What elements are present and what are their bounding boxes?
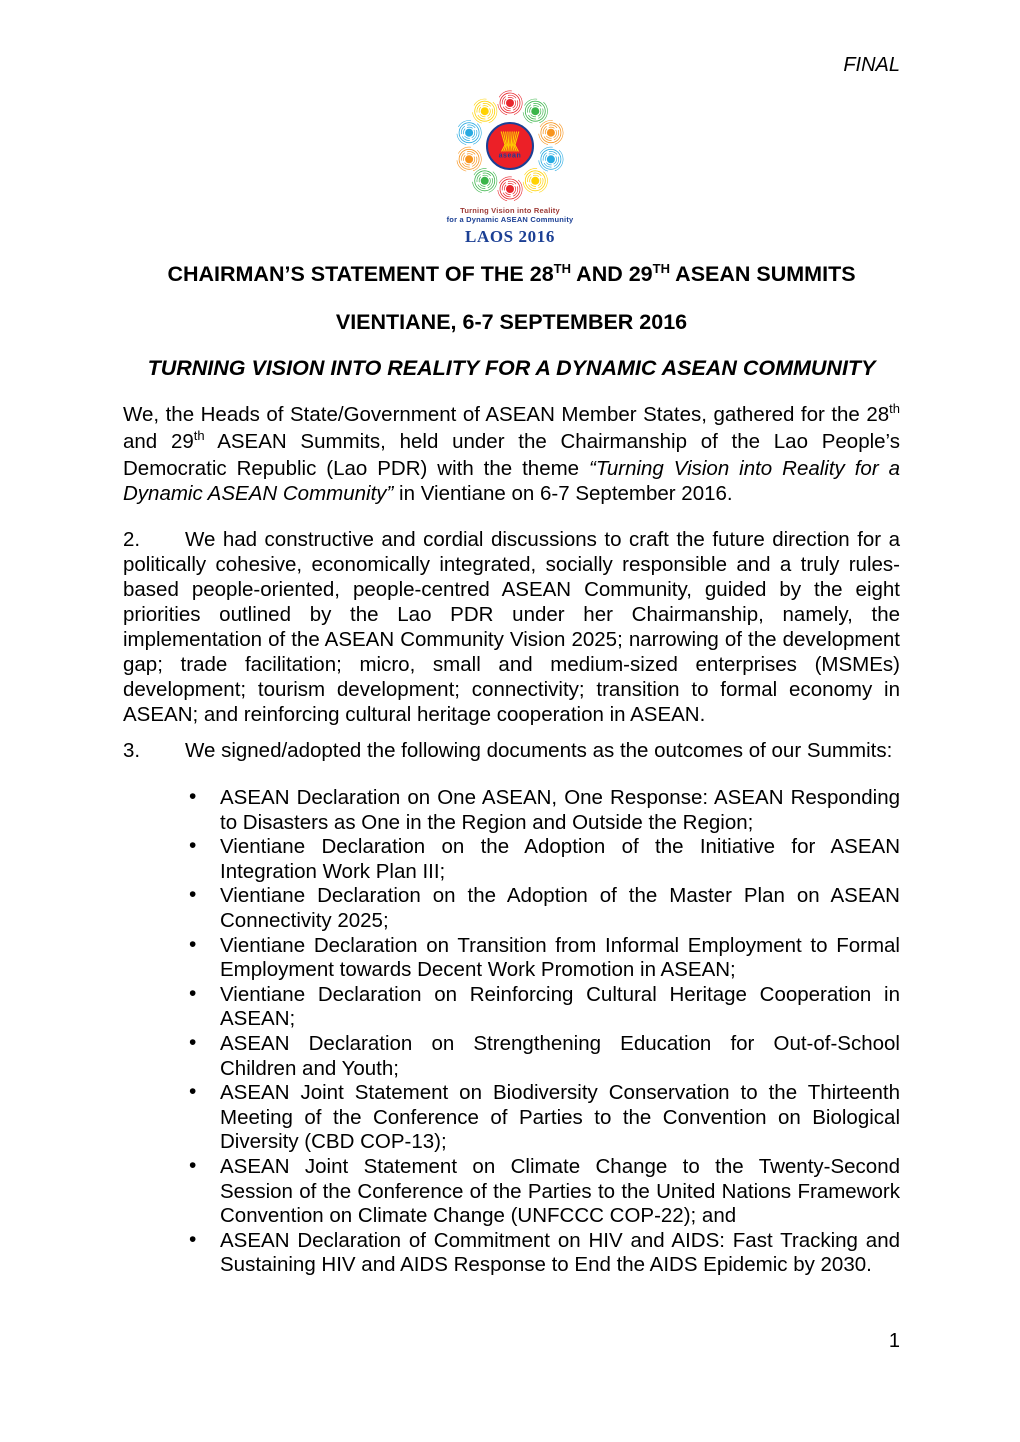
logo-title: LAOS 2016 [465, 227, 555, 246]
ordinal-superscript: th [193, 428, 205, 443]
paragraph-2 [123, 527, 900, 727]
asean-emblem-text: asean [498, 152, 522, 160]
logo-tagline-line1: Turning Vision into Reality [460, 206, 560, 215]
list-item: • ASEAN Declaration on One ASEAN, One Response: ASEAN Responding to Disasters as One in the Region and Outside the Region; [123, 786, 900, 835]
outcome-documents-list [123, 786, 900, 1278]
paragraph-text: and 29 [123, 430, 194, 453]
paragraph-3 [123, 738, 900, 763]
paragraph-number: 3. [123, 739, 141, 762]
document-title [123, 262, 900, 287]
list-item: • ASEAN Declaration on Strengthening Education for Out-of-School Children and Youth; [123, 1032, 900, 1081]
ordinal-superscript: th [889, 401, 900, 416]
paragraph-number: 2. [123, 528, 141, 551]
list-item: • ASEAN Declaration of Commitment on HIV and AIDS: Fast Tracking and Sustaining HIV and AIDS Response to End the AIDS Epidemic by 2030. [123, 1229, 900, 1278]
document-theme: TURNING VISION INTO REALITY FOR A DYNAMIC ASEAN COMMUNITY [147, 356, 876, 380]
list-item: • Vientiane Declaration on the Adoption of the Master Plan on ASEAN Connectivity 2025; [123, 884, 900, 933]
paragraph-text: in Vientiane on 6-7 September 2016. [393, 482, 733, 505]
paragraph-text: We, the Heads of State/Government of ASEAN Member States, gathered for the 28 [123, 403, 890, 426]
title-segment: ASEAN SUMMITS [670, 262, 856, 286]
list-item: • Vientiane Declaration on Transition from Informal Employment to Formal Employment towards Decent Work Promotion in ASEAN; [123, 934, 900, 983]
page-number: 1 [888, 1330, 900, 1352]
paragraph-text: We signed/adopted the following documents as the outcomes of our Summits: [185, 739, 893, 762]
summit-logo-graphic [450, 86, 570, 206]
list-item: • ASEAN Joint Statement on Biodiversity Conservation to the Thirteenth Meeting of the Conference of Parties to the Convention on Biological Diversity (CBD COP-13); [123, 1081, 900, 1155]
paragraph-text: We had constructive and cordial discussions to craft the future direction for a politically cohesive, economically integrated, socially responsible and a truly rules-based people-oriented, people-centred ASEAN Community, guided by the eight priorities outlined by the Lao PDR under her Chairmanship, namely, the implementation of the ASEAN Community Vision 2025; narrowing of the development gap; trade facilitation; micro, small and medium-sized enterprises (MSMEs) development; tourism development; connectivity; transition to formal economy in ASEAN; and reinforcing cultural heritage cooperation in ASEAN. [123, 528, 900, 726]
list-item: • ASEAN Joint Statement on Climate Change to the Twenty-Second Session of the Conference of the Parties to the United Nations Framework Convention on Climate Change (UNFCCC COP-22); and [123, 1155, 900, 1229]
asean-emblem [487, 123, 533, 169]
document-subtitle: VIENTIANE, 6-7 SEPTEMBER 2016 [335, 310, 688, 334]
title-superscript: TH [553, 261, 571, 276]
title-superscript: TH [652, 261, 670, 276]
paragraph-1 [123, 402, 900, 506]
paragraph-text: ASEAN Summits, held under the Chairmanship of the Lao People’s Democratic Republic (Lao PDR) with the theme [123, 430, 900, 480]
summit-logo [0, 86, 1020, 247]
final-status-label: FINAL [843, 54, 900, 76]
title-segment: AND 29 [571, 262, 653, 286]
logo-tagline-line2: for a Dynamic ASEAN Community [446, 215, 574, 224]
list-item: • Vientiane Declaration on Reinforcing Cultural Heritage Cooperation in ASEAN; [123, 983, 900, 1032]
title-segment: CHAIRMAN’S STATEMENT OF THE 28 [167, 262, 554, 286]
list-item: • Vientiane Declaration on the Adoption of the Initiative for ASEAN Integration Work Plan III; [123, 835, 900, 884]
theme-quote: “Turning Vision into Reality for a Dynamic ASEAN Community” [123, 457, 900, 505]
